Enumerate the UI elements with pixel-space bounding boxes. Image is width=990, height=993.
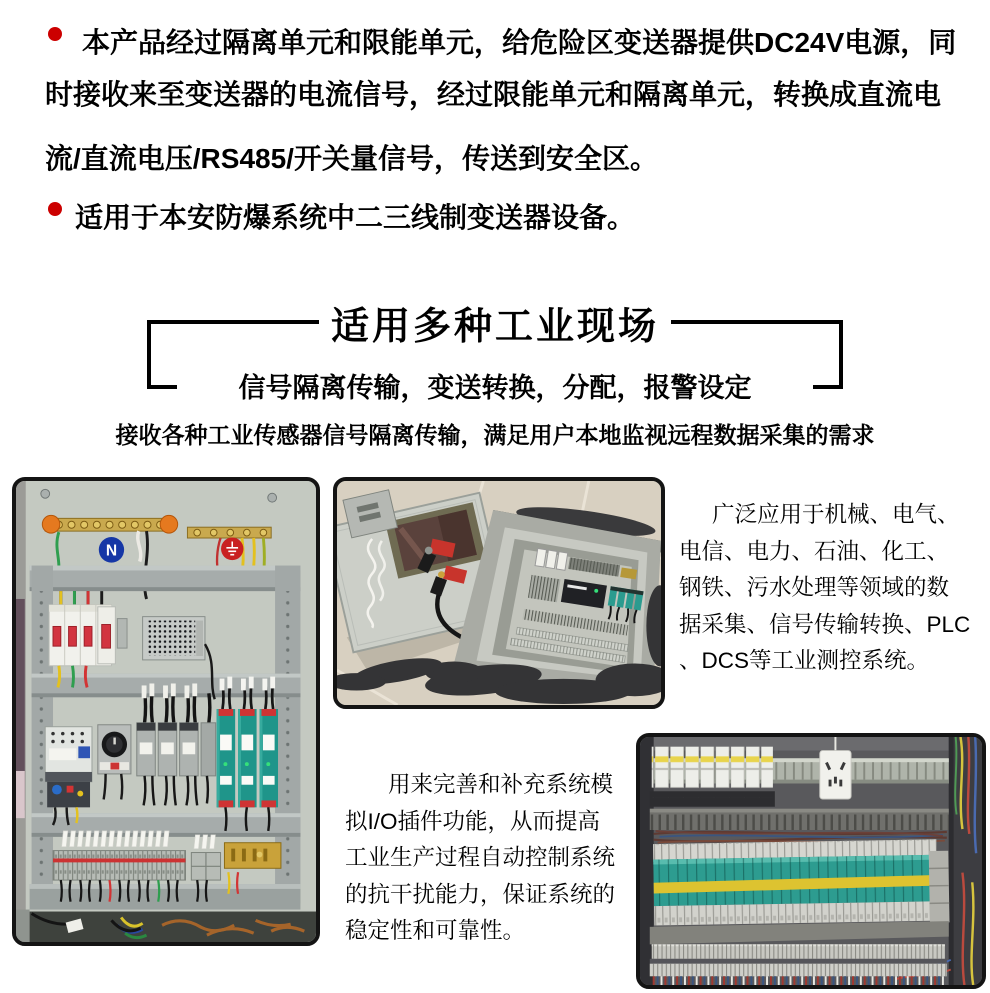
intro-paragraph2: 适用于本安防爆系统中二三线制变送器设备。	[75, 202, 636, 233]
bullet-icon	[48, 27, 62, 41]
bullet-icon	[48, 202, 62, 216]
terminal-rows	[650, 944, 947, 985]
cable-duct	[650, 809, 949, 830]
open-enclosure-photo	[333, 477, 665, 709]
intro-paragraph1-line3: 流/直流电压/RS485/开关量信号，传送到安全区。	[45, 143, 658, 174]
banner-title: 适用多种工业现场	[330, 306, 659, 348]
cabinet-front-illustration	[16, 481, 316, 942]
purpose-line: 工业生产过程自动控制系统	[345, 845, 616, 870]
applications-line: 、DCS等工业测控系统。	[679, 648, 930, 673]
applications-line: 广泛应用于机械、电气、	[712, 502, 960, 527]
cabinet-front-photo	[12, 477, 320, 946]
applications-text	[679, 497, 985, 680]
din-rail	[224, 843, 280, 869]
purpose-line: 的抗干扰能力，保证系统的	[345, 881, 616, 907]
purpose-line: 拟I/O插件功能，从而提高	[345, 808, 601, 834]
wire-bundle	[16, 910, 316, 942]
neutral-badge	[99, 537, 124, 563]
purpose-line: 用来完善和补充系统模	[388, 772, 614, 797]
svg-text:N: N	[105, 542, 118, 560]
open-enclosure-illustration	[337, 481, 661, 705]
relay-row	[650, 747, 775, 807]
isolator-row	[653, 839, 950, 927]
applications-line: 电信、电力、石油、化工、	[679, 538, 950, 564]
intro-paragraph1-line2: 时接收来至变送器的电流信号，经过限能单元和隔离单元，转换成直流电	[45, 79, 942, 110]
applications-line: 据采集、信号传输转换、PLC	[679, 611, 971, 637]
purpose-line: 稳定性和可靠性。	[345, 918, 526, 943]
intro-paragraph1-line1: 本产品经过隔离单元和限能单元，给危险区变送器提供DC24V电源，同	[82, 27, 957, 58]
purpose-text	[345, 767, 641, 950]
ground-badge	[221, 538, 243, 561]
applications-line: 钢铁、污水处理等领域的数	[679, 575, 950, 600]
banner-note: 接收各种工业传感器信号隔离传输，满足用户本地监视远程数据采集的需求	[115, 422, 875, 448]
terminal-rows-illustration	[640, 737, 982, 985]
terminal-rows-photo	[636, 733, 986, 989]
banner-subtitle: 信号隔离传输，变送转换，分配，报警设定	[238, 373, 752, 403]
